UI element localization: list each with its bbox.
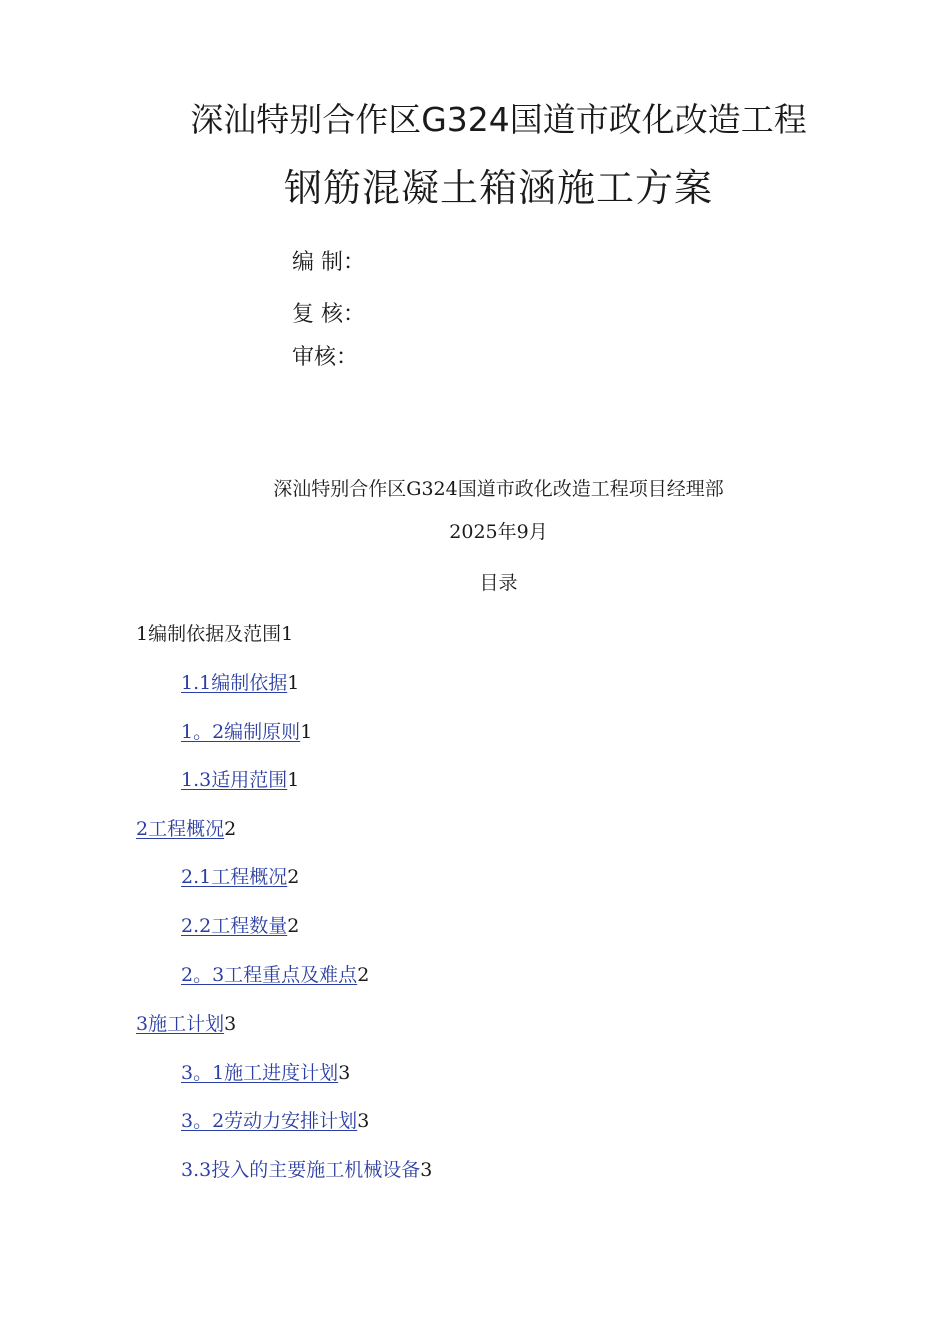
toc-entry-link[interactable]: 2。3工程重点及难点 xyxy=(181,964,358,986)
toc-entry[interactable] xyxy=(181,1058,350,1085)
toc-entry[interactable] xyxy=(136,814,236,841)
toc-entry-page: 1 xyxy=(300,721,313,743)
toc-entry-page: 2 xyxy=(224,818,237,840)
toc-heading: 目录 xyxy=(479,572,518,594)
toc-entry[interactable] xyxy=(181,717,312,744)
toc-entry-page: 3 xyxy=(357,1110,370,1132)
toc-entry-link[interactable]: 3。2劳动力安排计划 xyxy=(181,1110,358,1132)
toc-entry-page: 3 xyxy=(224,1013,237,1035)
toc-entry-link[interactable]: 1.3适用范围 xyxy=(181,769,288,791)
toc-entry[interactable] xyxy=(181,1106,369,1133)
toc-entry-link[interactable]: 3施工计划 xyxy=(136,1013,225,1035)
toc-entry-page: 1 xyxy=(287,769,300,791)
toc-entry-label: 1编制依据及范围 xyxy=(136,623,282,645)
document-subtitle: 钢筋混凝土箱涵施工方案 xyxy=(283,166,713,210)
toc-entry-link[interactable]: 2.2工程数量 xyxy=(181,915,288,937)
organization-name: 深汕特别合作区G324国道市政化改造工程项目经理部 xyxy=(273,478,724,500)
toc-entry-label: 3.3投入的主要施工机械设备 xyxy=(181,1159,421,1181)
toc-entry-link[interactable]: 1。2编制原则 xyxy=(181,721,301,743)
toc-entry-page: 3 xyxy=(420,1159,433,1181)
toc-entry[interactable] xyxy=(181,862,299,889)
signature-compiler xyxy=(292,245,365,276)
signature-approver xyxy=(292,340,358,371)
signature-approver-label: 审核： xyxy=(292,345,359,370)
toc-entry-page: 2 xyxy=(287,915,300,937)
signature-reviewer-label: 复 核： xyxy=(292,302,365,327)
toc-entry-page: 2 xyxy=(287,866,300,888)
toc-entry[interactable] xyxy=(181,911,299,938)
toc-entry-page: 3 xyxy=(338,1062,351,1084)
toc-entry[interactable] xyxy=(136,1009,236,1036)
toc-entry-link[interactable]: 2.1工程概况 xyxy=(181,866,288,888)
toc-entry-page: 2 xyxy=(357,964,370,986)
toc-entry-link[interactable]: 3。1施工进度计划 xyxy=(181,1062,339,1084)
document-title: 深汕特别合作区G324国道市政化改造工程 xyxy=(190,100,807,139)
toc-entry-page: 1 xyxy=(287,672,300,694)
signature-reviewer xyxy=(292,297,365,328)
toc-entry-link[interactable]: 2工程概况 xyxy=(136,818,225,840)
toc-entry[interactable] xyxy=(181,765,299,792)
toc-entry-page: 1 xyxy=(281,623,294,645)
toc-entry-link[interactable]: 1.1编制依据 xyxy=(181,672,288,694)
signature-compiler-label: 编 制： xyxy=(292,250,365,275)
toc-entry xyxy=(181,1155,432,1182)
toc-entry[interactable] xyxy=(181,960,369,987)
toc-entry xyxy=(136,619,293,646)
document-date: 2025年9月 xyxy=(449,521,548,543)
toc-entry[interactable] xyxy=(181,668,299,695)
